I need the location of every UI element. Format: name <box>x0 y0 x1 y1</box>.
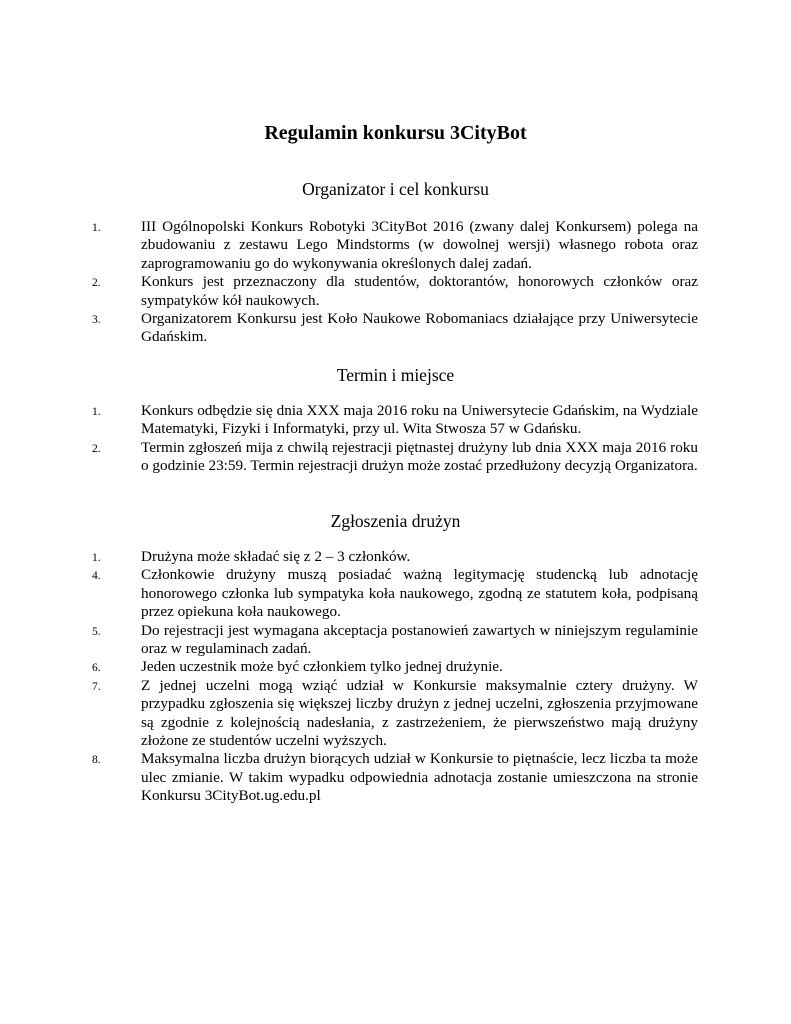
list-item <box>0 273 791 310</box>
item-text: Konkurs jest przeznaczony dla studentów, doktorantów, honorowych członków oraz sympatyków kół naukowych. <box>141 273 698 309</box>
item-text: Z jednej uczelni mogą wziąć udział w Konkursie maksymalnie cztery drużyny. W przypadku zgłoszenia się większej liczby drużyn z jednej uczelni, zgłoszenia przyjmowane są zgodnie z kolejnością nadesłania, z zastrzeżeniem, że pierwszeństwo mają drużyny złożone ze studentów uczelni wyższych. <box>141 676 698 750</box>
list-item <box>0 548 791 566</box>
item-number: 1. <box>92 406 101 418</box>
item-text: Drużyna może składać się z 2 – 3 członków. <box>141 548 411 565</box>
list-item <box>0 750 791 805</box>
list-item <box>0 439 791 476</box>
section-heading-organizer: Organizator i cel konkursu <box>302 179 489 199</box>
section-list-registration <box>0 548 791 806</box>
item-number: 7. <box>92 680 101 693</box>
section-heading-date-place: Termin i miejsce <box>336 365 455 385</box>
item-number: 4. <box>92 570 101 583</box>
list-item <box>0 658 791 676</box>
list-item <box>0 622 791 659</box>
item-number: 2. <box>92 442 101 455</box>
item-number: 1. <box>92 552 101 564</box>
item-number: 2. <box>92 277 101 290</box>
list-item <box>0 218 791 273</box>
item-text: Do rejestracji jest wymagana akceptacja postanowień zawartych w niniejszym regulaminie oraz w regulaminach zadań. <box>141 621 698 658</box>
item-text: Członkowie drużyny muszą posiadać ważną legitymację studencką lub adnotację honorowego członka lub sympatyka koła naukowego, zgodną ze statutem koła, podpisaną przez opiekuna koła naukowego. <box>141 566 698 621</box>
item-text: Maksymalna liczba drużyn biorących udział w Konkursie to piętnaście, lecz liczba ta może ulec zmianie. W takim wypadku odpowiednia adnotacja zostanie umieszczona na stronie Konkursu 3CityBot.ug.edu.pl <box>141 750 698 805</box>
item-text: Organizatorem Konkursu jest Koło Naukowe Robomaniacs działające przy Uniwersytecie Gdańskim. <box>141 310 698 346</box>
section-list-organizer <box>0 218 791 347</box>
item-number: 1. <box>92 222 101 234</box>
item-number: 8. <box>92 754 101 767</box>
item-text: III Ogólnopolski Konkurs Robotyki 3CityBot 2016 (zwany dalej Konkursem) polega na zbudowaniu z zestawu Lego Mindstorms (w dowolnej wersji) własnego robota oraz zaprogramowaniu go do wykonywania określonych dalej zadań. <box>141 218 698 272</box>
list-item <box>0 677 791 751</box>
item-text: Konkurs odbędzie się dnia XXX maja 2016 roku na Uniwersytecie Gdańskim, na Wydziale Matematyki, Fizyki i Informatyki, przy ul. Wita Stwosza 57 w Gdańsku. <box>141 402 698 438</box>
item-number: 3. <box>92 314 101 327</box>
section-heading-registration: Zgłoszenia drużyn <box>330 511 461 531</box>
list-item <box>0 566 791 621</box>
document-title: Regulamin konkursu 3CityBot <box>264 122 527 144</box>
item-text: Jeden uczestnik może być członkiem tylko jednej drużynie. <box>141 658 503 676</box>
item-number: 6. <box>92 662 101 675</box>
item-text: Termin zgłoszeń mija z chwilą rejestracji piętnastej drużyny lub dnia XXX maja 2016 roku o godzinie 23:59. Termin rejestracji drużyn może zostać przedłużony decyzją Organizatora. <box>141 438 698 475</box>
section-list-date-place <box>0 402 791 476</box>
item-number: 5. <box>92 625 101 638</box>
list-item <box>0 402 791 439</box>
list-item <box>0 310 791 347</box>
